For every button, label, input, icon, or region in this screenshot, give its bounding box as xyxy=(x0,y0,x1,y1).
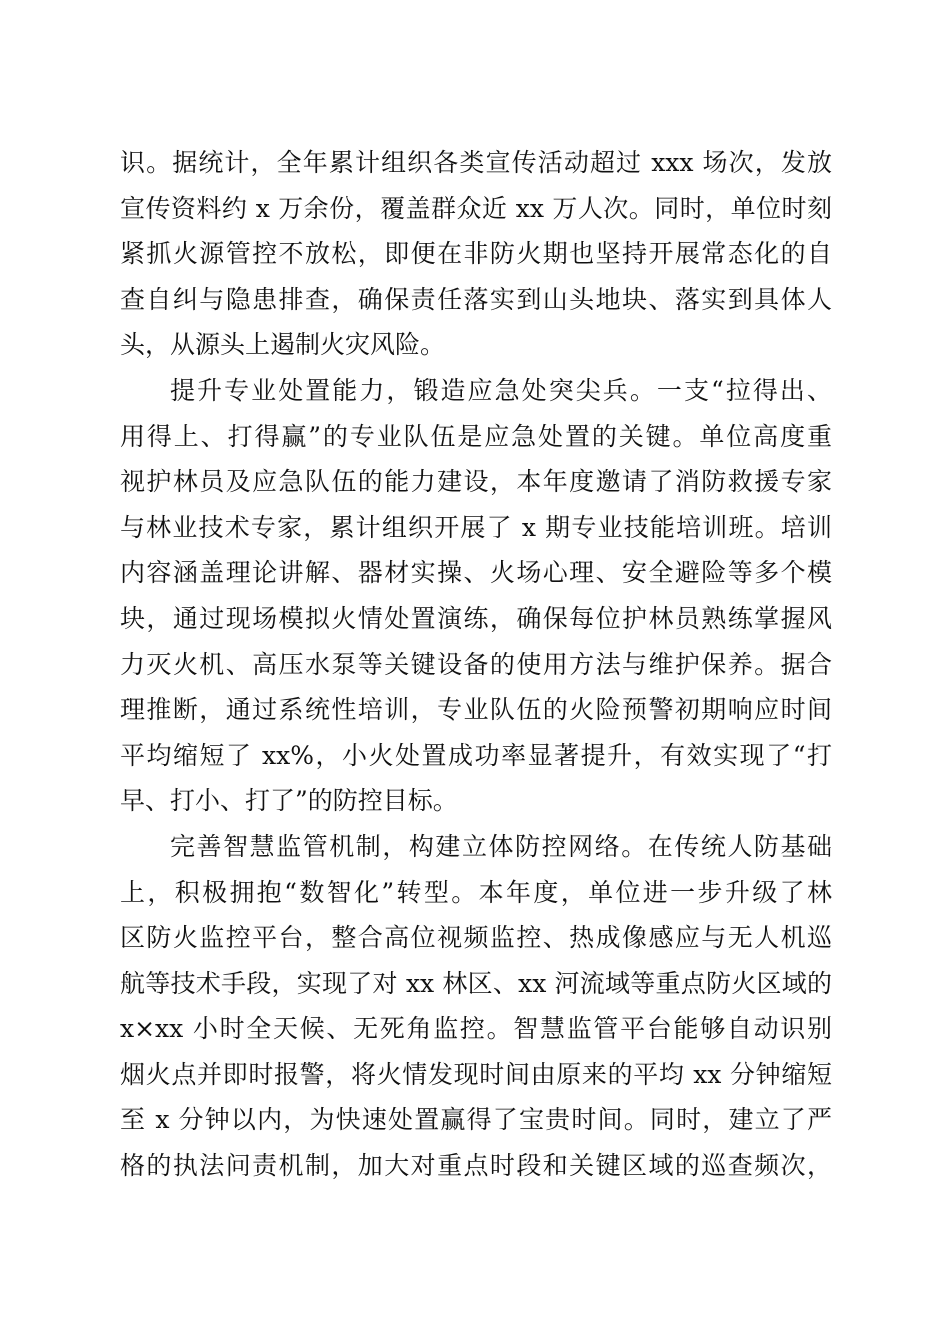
text-line: 紧抓火源管控不放松，即便在非防火期也坚持开展常态化的自 xyxy=(120,239,832,269)
text-line: 宣传资料约 x 万余份，覆盖群众近 xx 万人次。同时，单位时刻 xyxy=(120,193,832,223)
text-line: 识。据统计，全年累计组织各类宣传活动超过 xxx 场次，发放 xyxy=(120,148,832,177)
body-text xyxy=(120,140,832,1189)
text-line: 上，积极拥抱“数智化”转型。本年度，单位进一步升级了林 xyxy=(120,877,832,907)
text-line: 区防火监控平台，整合高位视频监控、热成像感应与无人机巡 xyxy=(120,923,832,953)
text-line: 理推断，通过系统性培训，专业队伍的火险预警初期响应时间 xyxy=(120,695,832,725)
text-line: 内容涵盖理论讲解、器材实操、火场心理、安全避险等多个模 xyxy=(120,558,832,588)
text-line: 视护林员及应急队伍的能力建设，本年度邀请了消防救援专家 xyxy=(120,467,832,497)
text-line: x×xx 小时全天候、无死角监控。智慧监管平台能够自动识别 xyxy=(120,1014,832,1044)
paragraph-heading-line: 完善智慧监管机制，构建立体防控网络。在传统人防基础 xyxy=(170,831,832,861)
text-line: 烟火点并即时报警，将火情发现时间由原来的平均 xx 分钟缩短 xyxy=(120,1059,832,1089)
text-line: 力灭火机、高压水泵等关键设备的使用方法与维护保养。据合 xyxy=(120,649,832,679)
text-line: 格的执法问责机制，加大对重点时段和关键区域的巡查频次， xyxy=(120,1151,832,1181)
text-line: 平均缩短了 xx%，小火处置成功率显著提升，有效实现了“打 xyxy=(120,740,832,770)
text-line: 用得上、打得赢”的专业队伍是应急处置的关键。单位高度重 xyxy=(120,421,832,451)
text-line: 早、打小、打了”的防控目标。 xyxy=(120,786,458,816)
text-line: 头，从源头上遏制火灾风险。 xyxy=(120,330,446,360)
text-line: 至 x 分钟以内，为快速处置赢得了宝贵时间。同时，建立了严 xyxy=(120,1105,832,1135)
text-line: 块，通过现场模拟火情处置演练，确保每位护林员熟练掌握风 xyxy=(120,603,832,633)
paragraph-heading-line: 提升专业处置能力，锻造应急处突尖兵。一支“拉得出、 xyxy=(170,375,832,405)
text-line: 与林业技术专家，累计组织开展了 x 期专业技能培训班。培训 xyxy=(120,512,832,542)
text-line: 查自纠与隐患排查，确保责任落实到山头地块、落实到具体人 xyxy=(120,284,832,314)
text-line: 航等技术手段，实现了对 xx 林区、xx 河流域等重点防火区域的 xyxy=(120,968,832,998)
